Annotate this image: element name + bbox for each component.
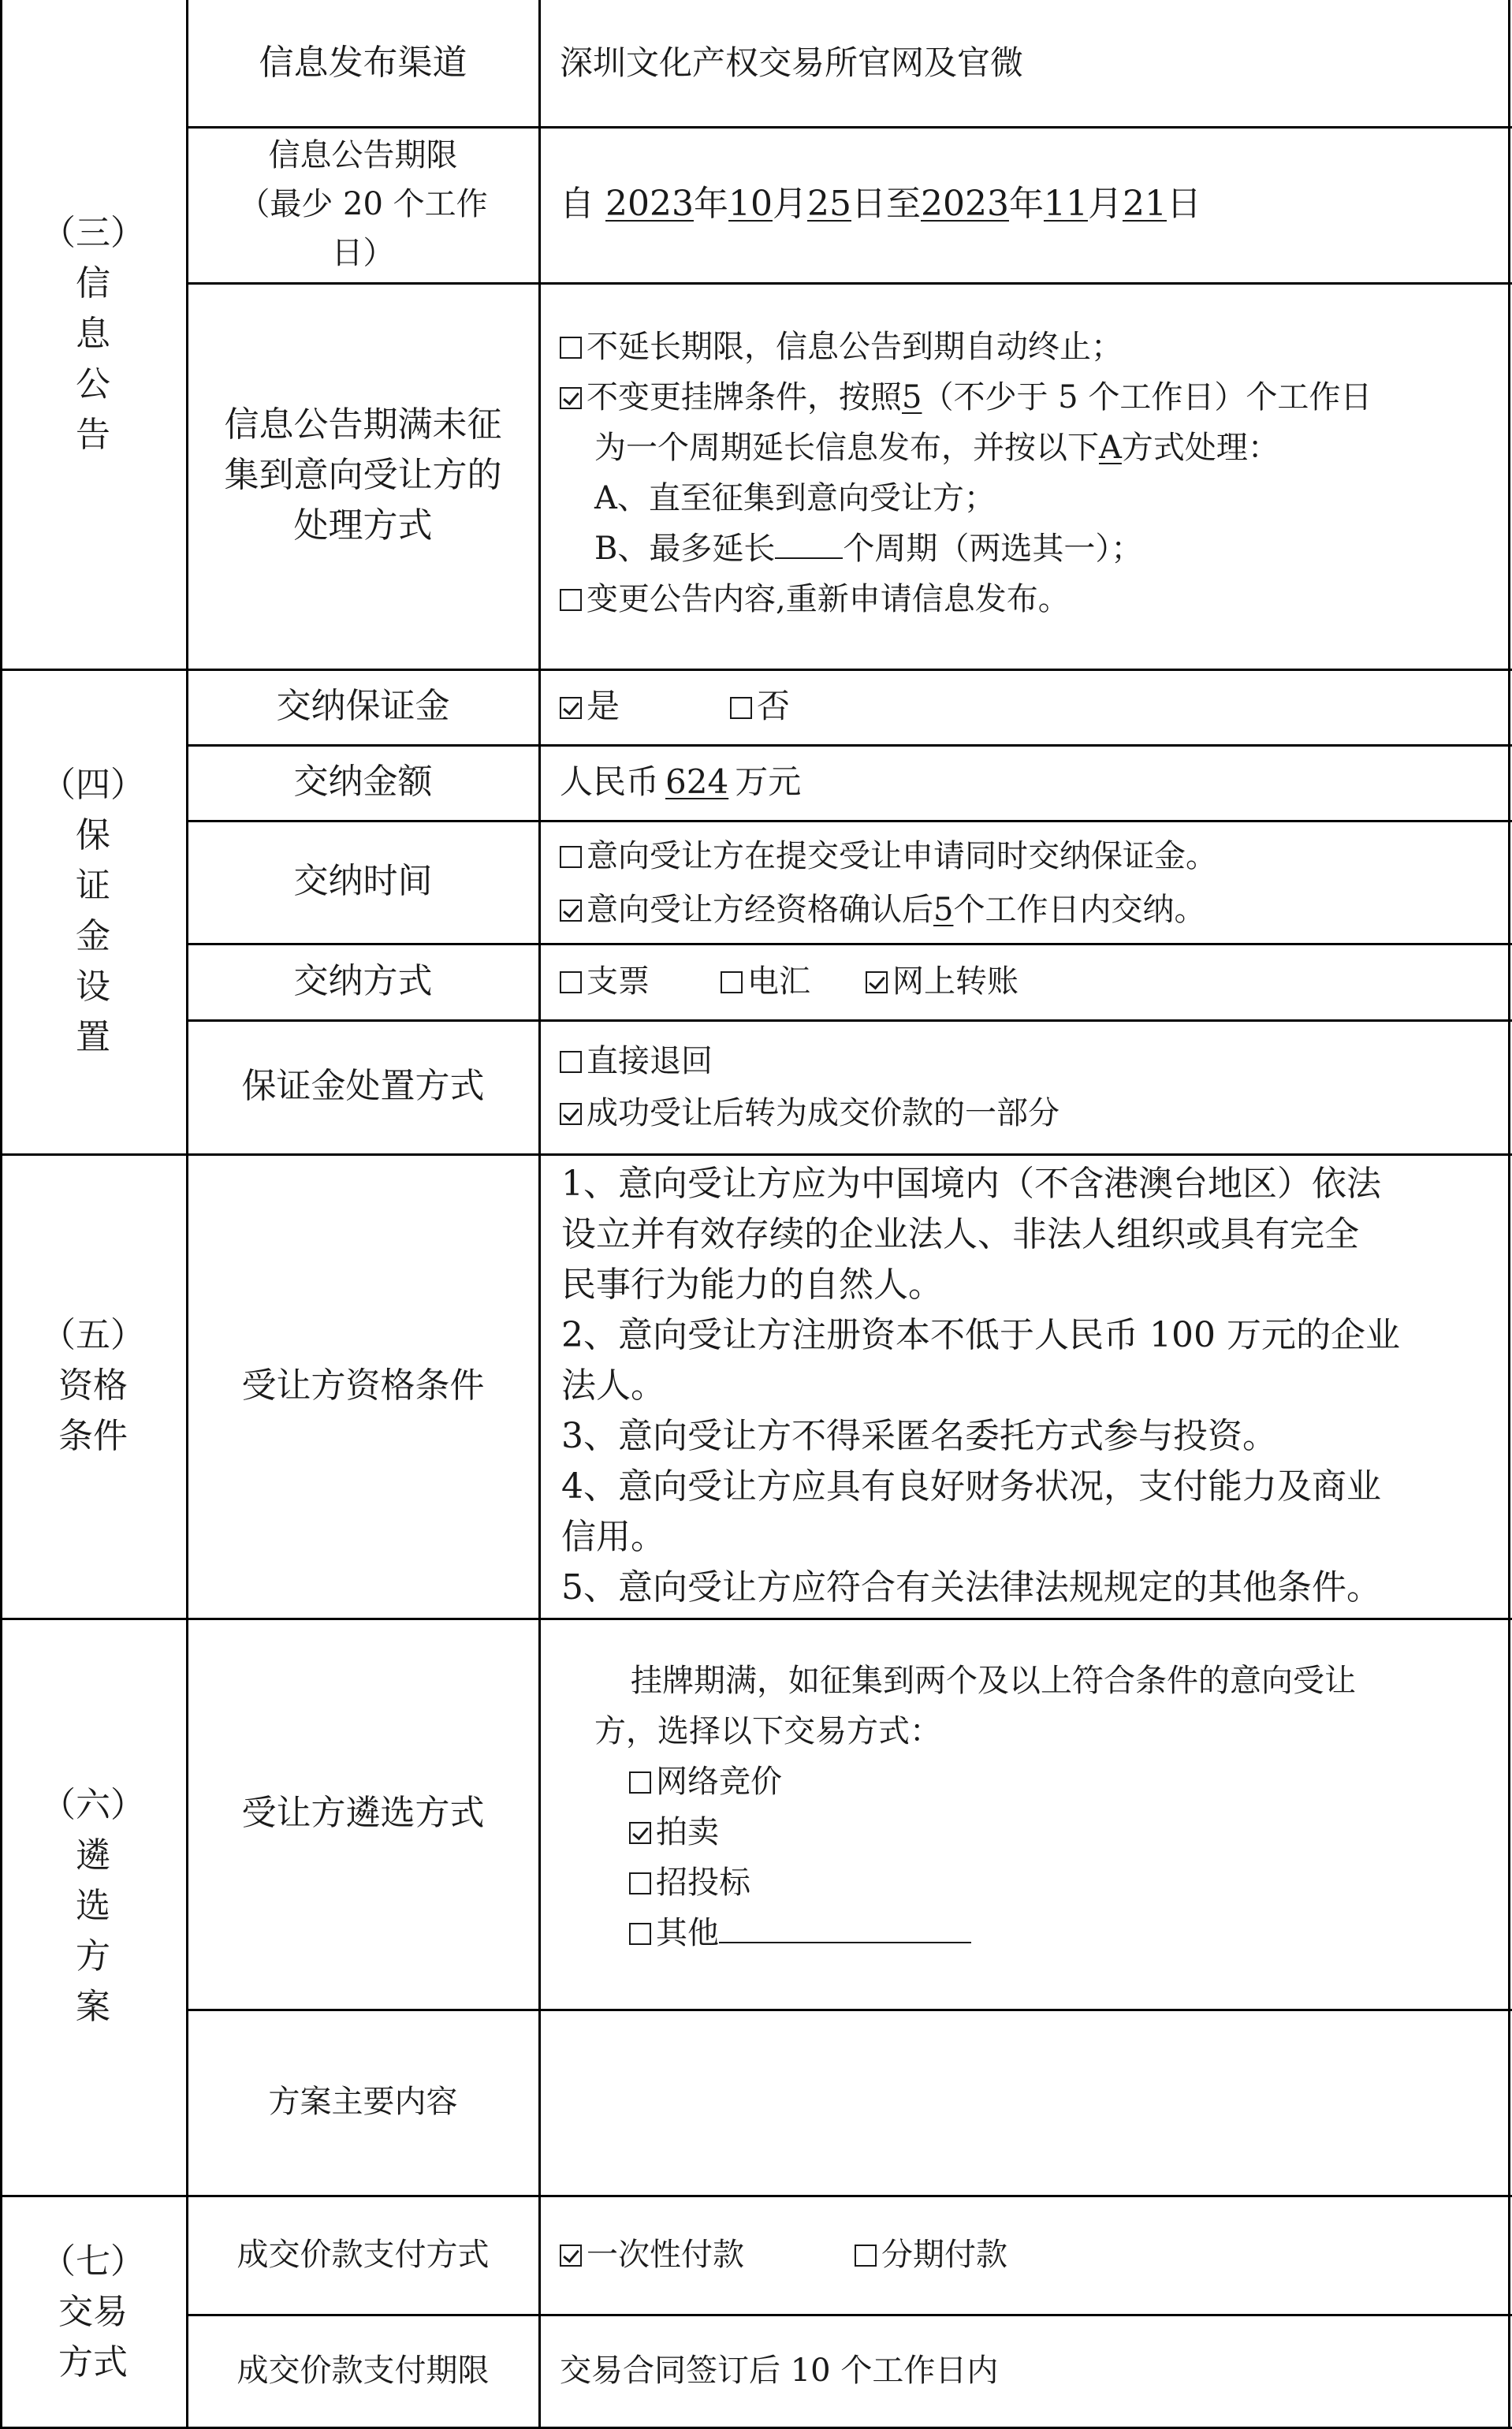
checkbox-icon[interactable] (730, 697, 752, 719)
option-extend-period[interactable]: 不变更挂牌条件，按照5（不少于 5 个工作日）个工作日 (560, 372, 1495, 423)
label-deposit-required: 交纳保证金 (276, 686, 450, 726)
table-border-right (1508, 0, 1510, 2429)
section-4-title: （四） 保 证 金 设 置 (41, 764, 145, 1057)
qualification-line: 信用。 (561, 1517, 665, 1557)
option-auction[interactable]: 拍卖 (560, 1807, 1495, 1857)
section-7-title: （七） 交易 方式 (41, 2241, 145, 2382)
start-year: 2023 (605, 184, 694, 224)
section-6-title: （六） 遴 选 方 案 (41, 1785, 145, 2027)
qualification-line: 5、意向受让方应符合有关法律法规规定的其他条件。 (561, 1567, 1381, 1608)
checked-checkbox-icon[interactable] (560, 2245, 582, 2267)
value-announcement-period: 自 2023年10月25日至2023年11月21日 (560, 184, 1201, 224)
option-tender[interactable]: 招投标 (560, 1857, 1495, 1908)
qualification-line: 2、意向受让方注册资本不低于人民币 100 万元的企业 (561, 1315, 1400, 1355)
value-publish-channel: 深圳文化产权交易所官网及官微 (560, 43, 1024, 82)
option-refund[interactable]: 直接退回 (560, 1035, 1495, 1087)
checked-checkbox-icon[interactable] (560, 900, 582, 922)
label-deposit-time: 交纳时间 (293, 861, 433, 901)
checkbox-icon[interactable] (629, 1872, 651, 1894)
other-blank[interactable] (719, 1910, 971, 1943)
checked-checkbox-icon[interactable] (560, 1103, 582, 1125)
qualification-line: 民事行为能力的自然人。 (561, 1265, 943, 1305)
label-payment-method: 成交价款支付方式 (236, 2236, 490, 2273)
value-expiry-handling: 不延长期限，信息公告到期自动终止； 不变更挂牌条件，按照5（不少于 5 个工作日）个工作日 为一个周期延长信息发布，并按以下A方式处理： A、直至征集到意向受让方； B、最多延长 个周期（两选其一）； 变更公告内容,重新申请信息发布。 (541, 322, 1495, 637)
label-expiry-handling: 信息公告期满未征 集到意向受让方的 处理方式 (224, 404, 502, 546)
start-day: 25 (806, 184, 851, 224)
qualification-line: 3、意向受让方不得采匿名委托方式参与投资。 (561, 1416, 1277, 1456)
checkbox-icon[interactable] (560, 846, 582, 868)
option-cheque[interactable]: 支票 (560, 956, 650, 1007)
checked-checkbox-icon[interactable] (560, 387, 582, 409)
value-deposit-disposal (541, 1035, 1495, 1146)
option-pay-after-qualification[interactable]: 意向受让方经资格确认后5个工作日内交纳。 (560, 883, 1495, 937)
qualification-line: 4、意向受让方应具有良好财务状况，支付能力及商业 (561, 1466, 1381, 1507)
checkbox-icon[interactable] (629, 1923, 651, 1945)
option-convert-to-price[interactable]: 成功受让后转为成交价款的一部分 (560, 1087, 1495, 1139)
qualification-line: 法人。 (561, 1365, 665, 1406)
value-deposit-amount: 人民币 624 万元 (541, 744, 1495, 820)
option-online-transfer[interactable]: 网上转账 (866, 956, 1019, 1007)
label-payment-deadline: 成交价款支付期限 (236, 2352, 490, 2389)
option-no[interactable]: 否 (730, 681, 790, 732)
option-yes[interactable]: 是 (560, 681, 620, 732)
label-deposit-amount: 交纳金额 (293, 762, 433, 802)
option-lump-sum[interactable]: 一次性付款 (560, 2230, 744, 2280)
option-wire[interactable]: 电汇 (721, 956, 810, 1007)
checkbox-icon[interactable] (560, 337, 582, 359)
label-publish-channel: 信息发布渠道 (259, 43, 467, 83)
label-announcement-period: 信息公告期限 （最少 20 个工作 日） (238, 137, 488, 271)
checkbox-icon[interactable] (560, 1051, 582, 1073)
value-qualification (541, 1159, 1495, 1616)
option-change-announcement[interactable]: 变更公告内容,重新申请信息发布。 (560, 574, 1495, 624)
section-5-title: （五） 资格 条件 (41, 1314, 145, 1456)
value-deposit-method (541, 943, 1495, 1019)
deposit-amount: 624 (665, 762, 729, 801)
option-no-extension[interactable]: 不延长期限，信息公告到期自动终止； (560, 322, 1495, 372)
end-month: 11 (1043, 184, 1088, 224)
section-3-title: （三） 信 息 公 告 (41, 213, 145, 455)
value-plan-content (541, 2009, 1495, 2195)
value-payment-deadline: 交易合同签订后 10 个工作日内 (560, 2352, 999, 2389)
option-online-bidding[interactable]: 网络竞价 (560, 1757, 1495, 1807)
checkbox-icon[interactable] (629, 1771, 651, 1794)
value-deposit-time (541, 829, 1495, 940)
checkbox-icon[interactable] (721, 971, 743, 993)
checked-checkbox-icon[interactable] (866, 971, 888, 993)
value-payment-method (541, 2195, 1495, 2314)
checkbox-icon[interactable] (560, 971, 582, 993)
value-deposit-required (541, 669, 1495, 744)
checkbox-icon[interactable] (855, 2245, 877, 2267)
option-pay-with-application[interactable]: 意向受让方在提交受让申请同时交纳保证金。 (560, 829, 1495, 883)
qualification-line: 设立并有效存续的企业法人、非法人组织或具有完全 (561, 1214, 1359, 1254)
label-deposit-disposal: 保证金处置方式 (241, 1066, 485, 1106)
start-month: 10 (728, 184, 773, 224)
checked-checkbox-icon[interactable] (629, 1822, 651, 1844)
option-other[interactable]: 其他 (560, 1908, 1495, 1958)
option-installments[interactable]: 分期付款 (855, 2230, 1007, 2280)
checkbox-icon[interactable] (560, 589, 582, 611)
end-day: 21 (1122, 184, 1167, 224)
checked-checkbox-icon[interactable] (560, 697, 582, 719)
label-plan-content: 方案主要内容 (268, 2084, 458, 2120)
qualification-line: 1、意向受让方应为中国境内（不含港澳台地区）依法 (561, 1164, 1381, 1204)
value-selection-method: 挂牌期满，如征集到两个及以上符合条件的意向受让 方，选择以下交易方式： 网络竞价 拍卖 招投标 其他 (541, 1656, 1495, 2002)
end-year: 2023 (920, 184, 1009, 224)
label-qualification: 受让方资格条件 (241, 1365, 485, 1406)
label-selection-method: 受让方遴选方式 (241, 1793, 485, 1833)
label-deposit-method: 交纳方式 (293, 960, 433, 1001)
